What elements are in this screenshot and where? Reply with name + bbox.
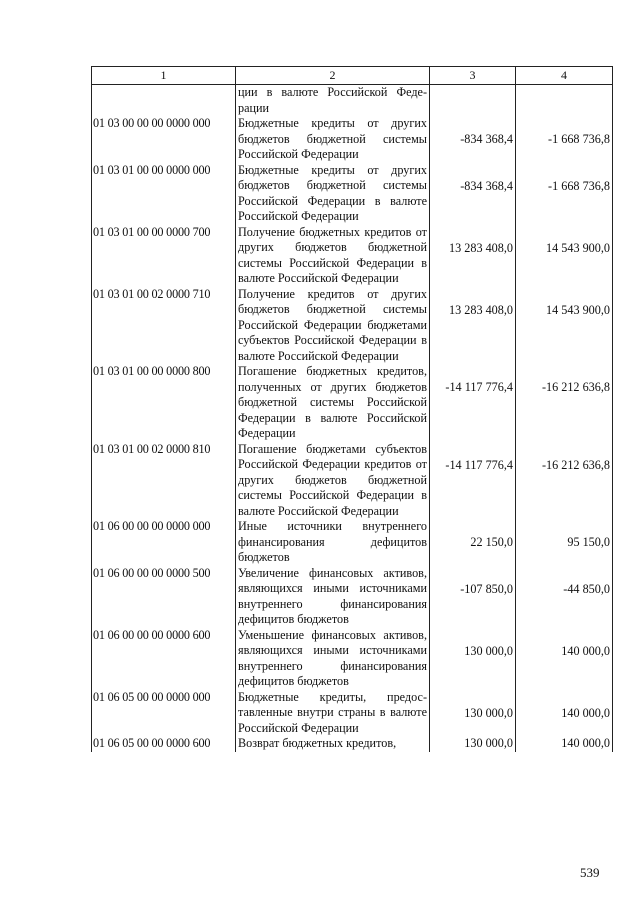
row-value-3: 130 000,0 (464, 705, 513, 720)
row-code: 01 03 01 00 02 0000 810 (92, 442, 236, 520)
table-row (92, 442, 613, 520)
row-code: 01 03 01 00 00 0000 700 (92, 225, 236, 287)
table-row (92, 116, 613, 163)
row-code: 01 06 05 00 00 0000 600 (92, 736, 236, 752)
table-header-row (92, 67, 613, 85)
row-name: Погашение бюджетами субъектов Российской Федерации кредитов от других бюджетов бюджетной системы Российской Федерации в валюте Российской Федерации (236, 442, 430, 520)
row-value-3: 13 283 408,0 (449, 302, 513, 317)
row-code: 01 03 01 00 00 0000 000 (92, 163, 236, 225)
row-code: 01 06 00 00 00 0000 500 (92, 566, 236, 628)
table-row (92, 364, 613, 442)
row-value-3: -107 850,0 (460, 581, 513, 596)
row-value-3: 22 150,0 (470, 535, 513, 549)
row-value-3: -834 368,4 (460, 178, 513, 193)
row-value-4: 140 000,0 (561, 643, 610, 658)
row-code: 01 03 01 00 00 0000 800 (92, 364, 236, 442)
table-row (92, 566, 613, 628)
row-value-3: 130 000,0 (464, 736, 513, 750)
row-name: Получение бюджетных кредитов от других бюджетов бюджетной системы Российской Федерации в валюте Российской Федерации (236, 225, 430, 287)
table-row (92, 736, 613, 752)
row-code: 01 03 01 00 02 0000 710 (92, 287, 236, 365)
row-name: Уменьшение финансовых активов, являющихся иными источниками внутреннего финансирования дефицитов бюджетов (236, 628, 430, 690)
table-row (92, 225, 613, 287)
budget-sources-table (91, 66, 613, 752)
table-row (92, 690, 613, 737)
page-number: 539 (580, 865, 600, 880)
row-value-3: 130 000,0 (464, 643, 513, 658)
row-value-4: 140 000,0 (561, 705, 610, 720)
row-value-3: -14 117 776,4 (445, 380, 513, 394)
budget-sources-table-sheet (91, 66, 612, 752)
row-name: ции в валюте Российской Федерации (236, 85, 430, 117)
row-name: Возврат бюджетных кредитов, (236, 736, 430, 752)
row-code: 01 06 00 00 00 0000 000 (92, 519, 236, 566)
table-row (92, 519, 613, 566)
table-row (92, 163, 613, 225)
row-code: 01 06 05 00 00 0000 000 (92, 690, 236, 737)
column-header-value-3: 3 (430, 67, 516, 85)
row-value-4: -1 668 736,8 (548, 132, 610, 146)
row-name: Бюджетные кредиты от других бюджетов бюджетной системы Российской Федерации в валюте Российской Федерации (236, 163, 430, 225)
table-row (92, 85, 613, 117)
row-name: Иные источники внутреннего финансирования дефицитов бюджетов (236, 519, 430, 566)
row-value-3: 13 283 408,0 (449, 240, 513, 255)
row-code: 01 03 00 00 00 0000 000 (92, 116, 236, 163)
column-header-value-4: 4 (516, 67, 613, 85)
row-code: 01 06 00 00 00 0000 600 (92, 628, 236, 690)
row-value-4: -44 850,0 (563, 581, 610, 596)
row-value-4: 14 543 900,0 (546, 302, 610, 317)
row-value-4: 95 150,0 (567, 535, 610, 549)
row-value-4: -16 212 636,8 (541, 380, 610, 394)
row-name: Получение кредитов от других бюджетов бюджетной системы Российской Федерации бюджетами субъектов Российской Федерации в валюте Российской Федерации (236, 287, 430, 365)
column-header-code: 1 (92, 67, 236, 85)
table-row (92, 287, 613, 365)
row-value-4: -1 668 736,8 (548, 178, 610, 193)
row-value-3: -14 117 776,4 (445, 457, 513, 472)
row-code (92, 85, 236, 117)
row-value-4: 140 000,0 (561, 736, 610, 750)
row-value-3: -834 368,4 (460, 132, 513, 146)
row-name: Погашение бюджетных кредитов, полученных от других бюджетов бюджетной системы Российской Федерации в валюте Российской Федерации (236, 364, 430, 442)
table-row (92, 628, 613, 690)
column-header-name: 2 (236, 67, 430, 85)
row-name: Бюджетные кредиты, предоставленные внутри страны в валюте Российской Федерации (236, 690, 430, 737)
row-name: Бюджетные кредиты от других бюджетов бюджетной системы Российской Федерации (236, 116, 430, 163)
row-value-4: -16 212 636,8 (541, 457, 610, 472)
row-value-4: 14 543 900,0 (546, 240, 610, 255)
row-name: Увеличение финансовых активов, являющихся иными источниками внутреннего финансирования дефицитов бюджетов (236, 566, 430, 628)
